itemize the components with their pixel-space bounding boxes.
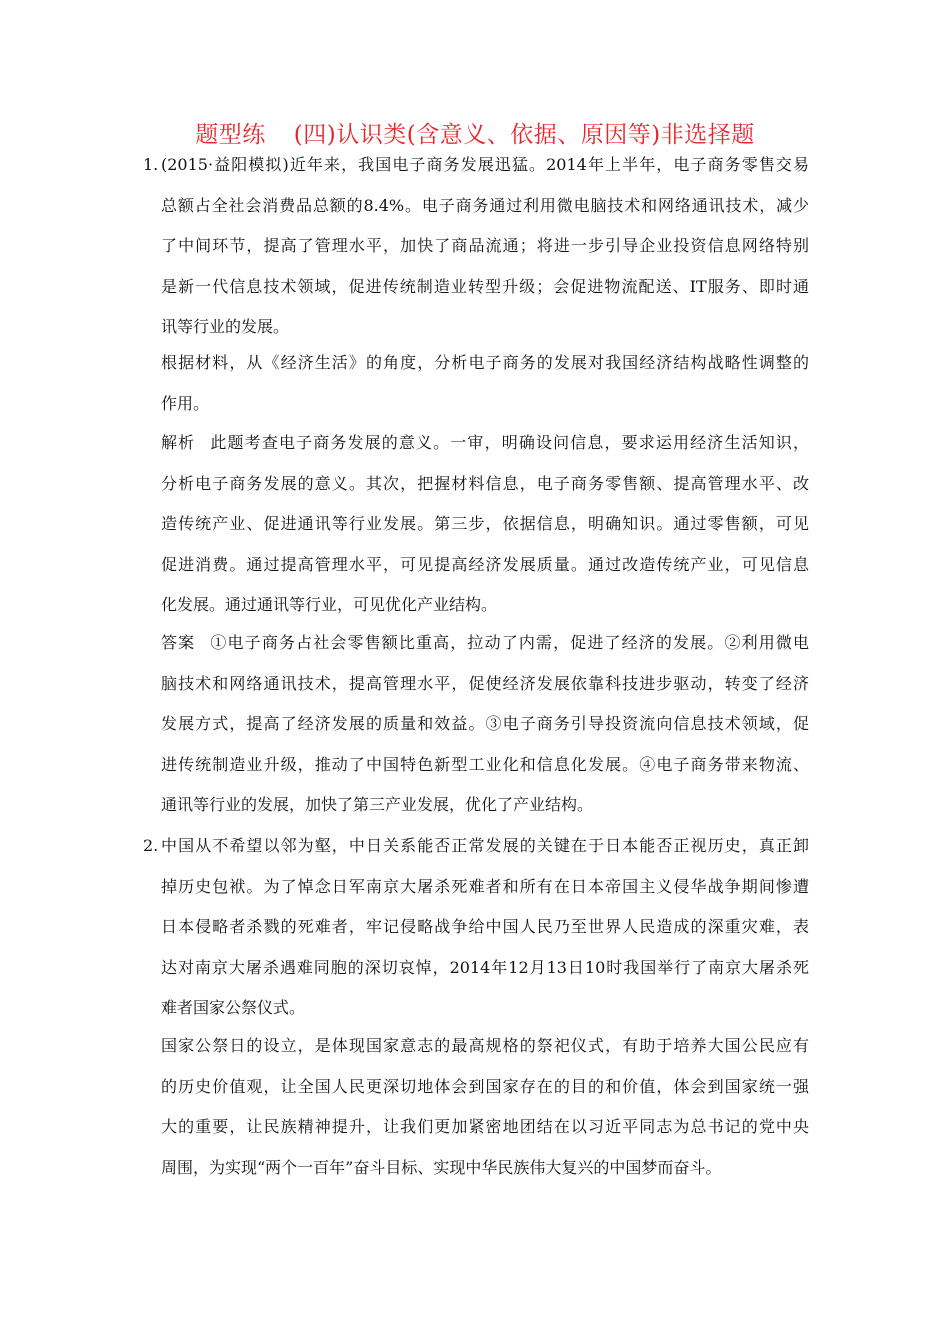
q1-question-line: 作用。 xyxy=(161,393,210,413)
question-2-material-2 xyxy=(161,1026,809,1188)
question-1-prompt xyxy=(161,343,809,424)
answer-label: 答案 xyxy=(161,633,196,652)
q1-answer-line: 脑技术和网络通讯技术，提高管理水平，促使经济发展依靠科技进步驱动，转变了经济 xyxy=(161,673,809,693)
question-1-number: 1. xyxy=(143,155,159,174)
question-1-analysis xyxy=(161,423,809,626)
question-1-answer xyxy=(161,623,809,826)
q2-material2-line: 大的重要，让民族精神提升，让我们更加紧密地团结在以习近平同志为总书记的党中央 xyxy=(161,1117,809,1136)
q1-question-line: 根据材料，从《经济生活》的角度，分析电子商务的发展对我国经济结构战略性调整的 xyxy=(161,353,809,372)
q2-material-line: 中国从不希望以邻为壑，中日关系能否正常发展的关键在于日本能否正视历史，真正卸 xyxy=(161,836,809,855)
q1-material-line: 讯等行业的发展。 xyxy=(161,317,290,336)
q2-material2-line: 的历史价值观，让全国人民更深切地体会到国家存在的目的和价值，体会到国家统一强 xyxy=(161,1076,809,1096)
q1-material-line: 总额占全社会消费品总额的8.4%。电子商务通过利用微电脑技术和网络通讯技术，减少 xyxy=(161,195,809,215)
question-2-number: 2. xyxy=(143,836,159,855)
q1-analysis-line: 化发展。通过通讯等行业，可见优化产业结构。 xyxy=(161,595,498,614)
analysis-label: 解析 xyxy=(161,433,196,452)
q2-material-line: 日本侵略者杀戮的死难者，牢记侵略战争给中国人民乃至世界人民造成的深重灾难，表 xyxy=(161,917,809,936)
q1-answer-line: 通讯等行业的发展，加快了第三产业发展，优化了产业结构。 xyxy=(161,795,594,814)
q2-material2-line: 周围，为实现“两个一百年”奋斗目标、实现中华民族伟大复兴的中国梦而奋斗。 xyxy=(161,1157,722,1177)
question-2-material xyxy=(161,826,809,1029)
q2-material-line: 难者国家公祭仪式。 xyxy=(161,998,306,1017)
q1-analysis-line: 造传统产业、促进通讯等行业发展。第三步，依据信息，明确知识。通过零售额，可见 xyxy=(161,514,809,533)
title-part1: 题型练 xyxy=(195,122,266,148)
title-part2: (四)认识类(含意义、依据、原因等)非选择题 xyxy=(293,122,755,148)
q1-answer-line: 发展方式，提高了经济发展的质量和效益。③电子商务引导投资流向信息技术领域，促 xyxy=(161,714,809,733)
q1-analysis-line: 此题考查电子商务发展的意义。一审，明确设问信息，要求运用经济生活知识， xyxy=(209,433,809,452)
q1-material-line: 了中间环节，提高了管理水平，加快了商品流通；将进一步引导企业投资信息网络特别 xyxy=(161,236,809,255)
question-1-material xyxy=(161,145,809,348)
q2-material-line: 掉历史包袱。为了悼念日军南京大屠杀死难者和所有在日本帝国主义侵华战争期间惨遭 xyxy=(161,876,809,896)
q2-material2-line: 国家公祭日的设立，是体现国家意志的最高规格的祭祀仪式，有助于培养大国公民应有 xyxy=(161,1036,809,1055)
q1-answer-line: 进传统制造业升级，推动了中国特色新型工业化和信息化发展。④电子商务带来物流、 xyxy=(161,754,809,774)
q1-answer-line: ①电子商务占社会零售额比重高，拉动了内需，促进了经济的发展。②利用微电 xyxy=(209,633,809,652)
q2-material-line: 达对南京大屠杀遇难同胞的深切哀悼，2014年12月13日10时我国举行了南京大屠杀死 xyxy=(161,957,809,977)
q1-material-line: 是新一代信息技术领域，促进传统制造业转型升级；会促进物流配送、IT服务、即时通 xyxy=(161,276,809,296)
q1-material-line: (2015·益阳模拟)近年来，我国电子商务发展迅猛。2014年上半年，电子商务零售交易 xyxy=(161,155,809,174)
q1-analysis-line: 分析电子商务发展的意义。其次，把握材料信息，电子商务零售额、提高管理水平、改 xyxy=(161,473,809,493)
q1-analysis-line: 促进消费。通过提高管理水平，可见提高经济发展质量。通过改造传统产业，可见信息 xyxy=(161,554,809,574)
